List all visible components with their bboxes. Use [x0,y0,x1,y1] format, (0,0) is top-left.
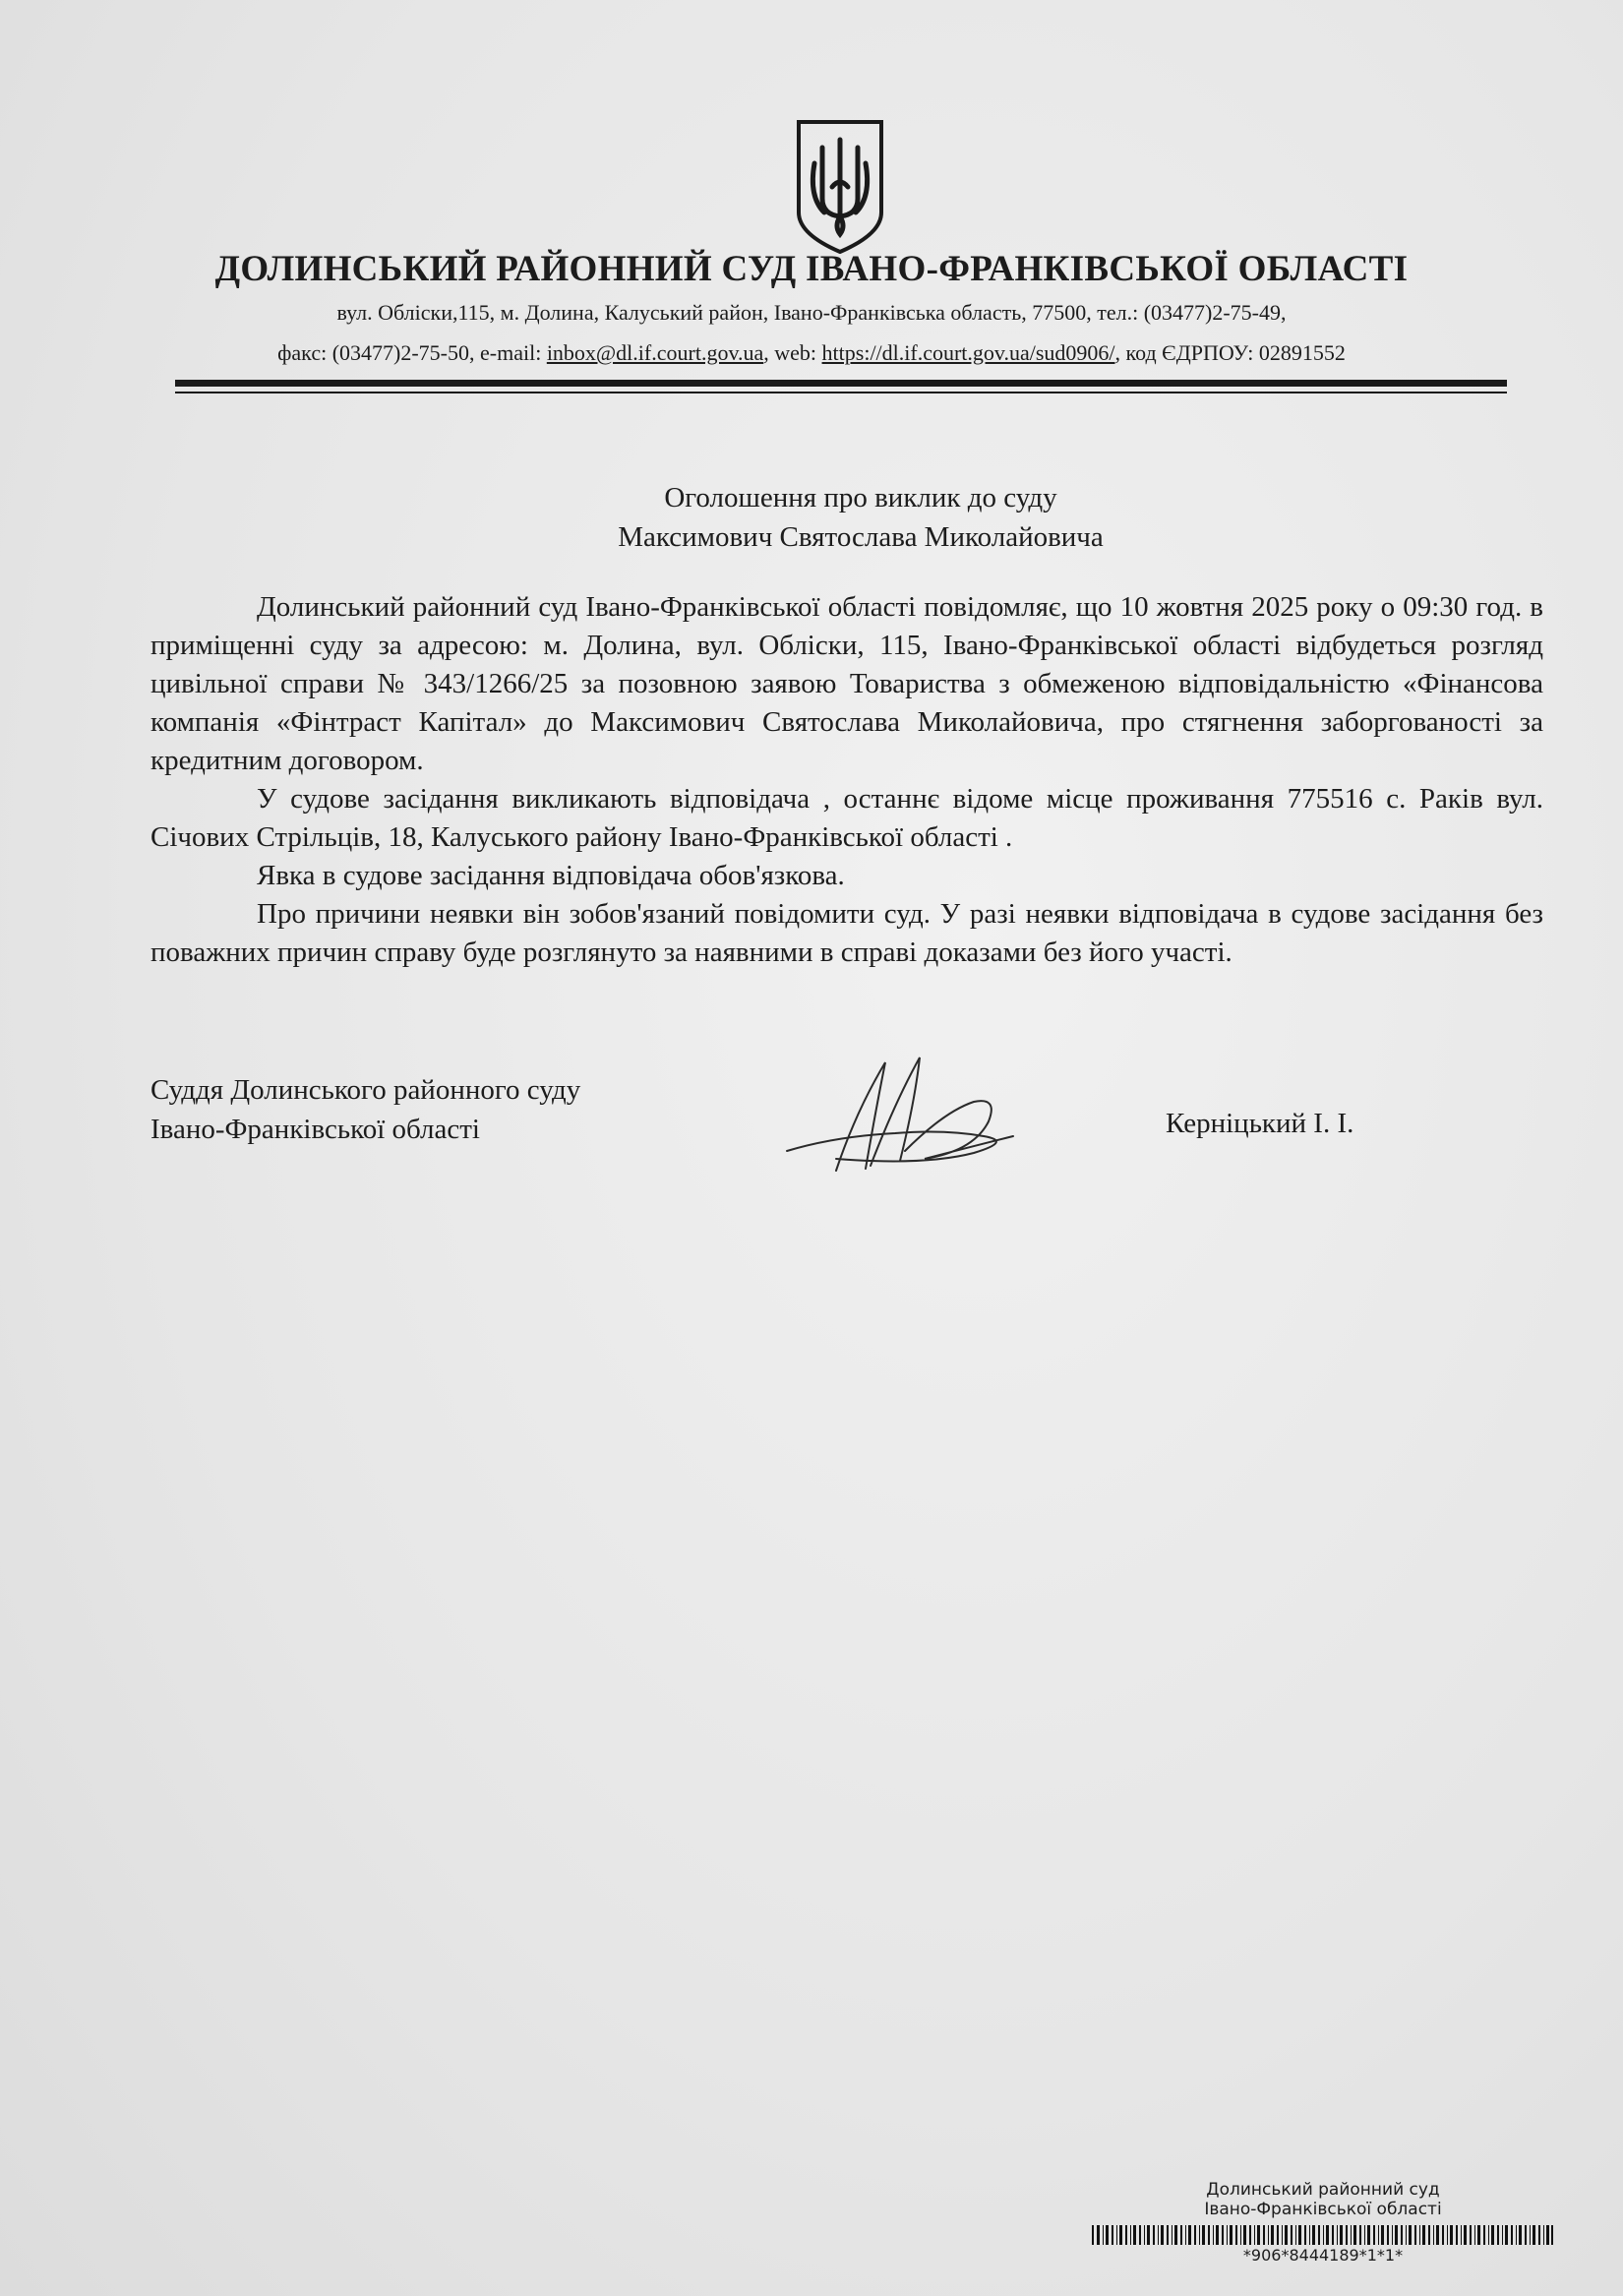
court-contacts [0,340,1623,366]
barcode-icon [1092,2225,1554,2245]
court-title: ДОЛИНСЬКИЙ РАЙОННИЙ СУД ІВАНО-ФРАНКІВСЬКОЇ ОБЛАСТІ [214,249,1409,289]
notice-subject: Максимович Святослава Миколайовича [618,521,1104,553]
judge-position-line2: Івано-Франківської області [150,1114,480,1145]
header-divider [175,380,1507,387]
notice-title: Оголошення про виклик до суду [664,482,1057,514]
body-paragraph: Долинський районний суд Івано-Франківської області повідомляє, що 10 жовтня 2025 року о 09:30 год. в приміщенні суду за адресою: м. Долина, вул. Обліски, 115, Івано-Франківської області відбудеться розгляд цивільної справи № 343/1266/25 за позовною заявою Товариства з обмеженою відповідальністю «Фінансова компанія «Фінтраст Капітал» до Максимович Святослава Миколайовича, про стягнення заборгованості за кредитним договором. [150,591,1543,776]
barcode-number: *906*8444189*1*1* [1242,2246,1404,2265]
judge-position-line1: Суддя Долинського районного суду [150,1074,581,1106]
body-paragraph: Про причини неявки він зобов'язаний повідомити суд. У разі неявки відповідача в судове засідання без поважних причин справу буде розглянуто за наявними в справі доказами без його участі. [150,898,1543,968]
ukraine-coat-of-arms-icon [795,118,885,256]
fax-text: факс: (03477)2-75-50, e-mail: [277,340,547,365]
email-link[interactable]: inbox@dl.if.court.gov.ua [546,340,764,365]
stamp-line2: Івано-Франківської області [1204,2200,1442,2219]
web-prefix: , web: [763,340,822,365]
court-stamp [1092,2180,1554,2219]
web-link[interactable]: https://dl.if.court.gov.ua/sud0906/ [821,340,1115,365]
edrpou-text: , код ЄДРПОУ: 02891552 [1114,340,1346,365]
handwritten-signature [777,1043,1033,1180]
court-address: вул. Обліски,115, м. Долина, Калуський район, Івано-Франківська область, 77500, тел.: (03477)2-75-49, [336,300,1287,325]
body-paragraph: У судове засідання викликають відповідача , останнє відоме місце проживання 775516 с. Раків вул. Січових Стрільців, 18, Калуського району Івано-Франківської області . [150,783,1543,853]
judge-position [150,1070,580,1149]
header-divider-thin [175,392,1507,393]
stamp-line1: Долинський районний суд [1206,2180,1440,2200]
notice-body [150,588,1543,972]
judge-name: Керніцький І. І. [1166,1108,1354,1139]
body-paragraph: Явка в судове засідання відповідача обов'язкова. [257,860,845,891]
